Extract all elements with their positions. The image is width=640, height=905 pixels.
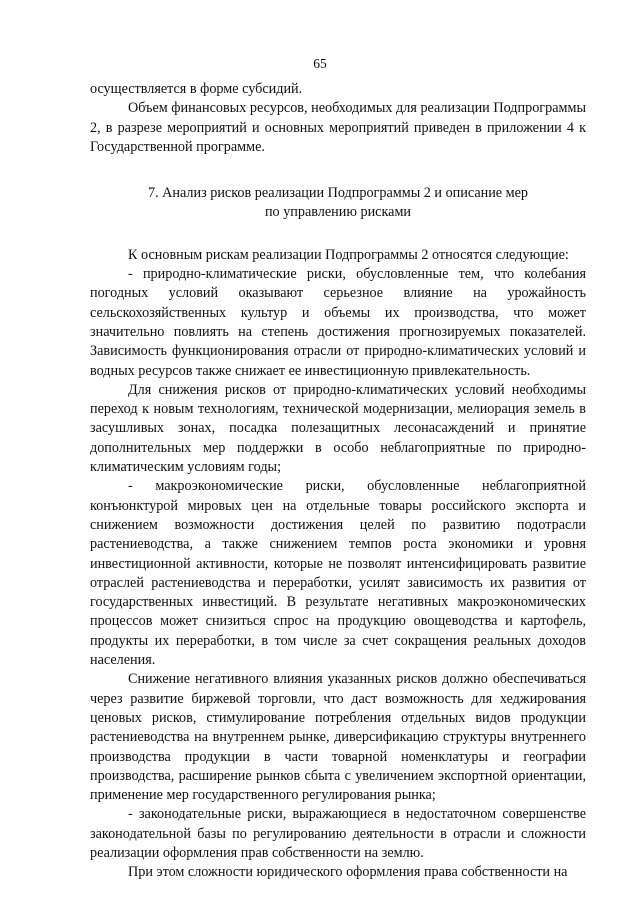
paragraph-legal-difficulties: При этом сложности юридического оформления права собственности на [128, 864, 568, 881]
section-heading [90, 184, 586, 223]
section-heading-line1: 7. Анализ рисков реализации Подпрограммы 2 и описание мер [147, 185, 529, 202]
paragraph-climate-risks: - природно-климатические риски, обусловленные тем, что колебания погодных условий оказывают серьезное влияние на урожайность сельскохозяйственных культур и объемы их производства, что может значительно повлиять на степень достижения прогнозируемых показателей. Зависимость функционирования отрасли от природно-климатических условий и водных ресурсов также снижает ее инвестиционную привлекательность. [90, 266, 586, 379]
section-heading-line2: по управлению рисками [264, 204, 412, 221]
paragraph-macroeconomic-risks: - макроэкономические риски, обусловленные неблагоприятной конъюнктурой мировых цен на отдельные товары российского экспорта и снижением возможности достижения целей по развитию подотрасли растениеводства, а также снижением темпов роста экономики и уровня инвестиционной активности, которые не позволят интенсифицировать развитие отраслей растениеводства и переработки, усилят зависимость их развития от государственных инвестиций. В результате негативных макроэкономических процессов может снизиться спрос на продукцию овощеводства и картофель, продукты их переработки, в том числе за счет сокращения реальных доходов населения. [90, 478, 586, 669]
paragraph-legislative-risks: - законодательные риски, выражающиеся в недостаточном совершенстве законодательной базы по регулированию деятельности в отрасли и сложности реализации оформления прав собственности на землю. [90, 806, 586, 861]
paragraph-climate-mitigation: Для снижения рисков от природно-климатических условий необходимы переход к новым технологиям, технической модернизации, мелиорация земель в засушливых зонах, посадка полезащитных лесонасаждений и принятие дополнительных мер поддержки в особо неблагоприятные по природно-климатическим условиям годы; [90, 381, 586, 476]
page-number: 65 [313, 56, 327, 71]
document-body [90, 80, 586, 883]
paragraph-subsidies: осуществляется в форме субсидий. [90, 81, 303, 97]
paragraph-main-risks: К основным рискам реализации Подпрограммы 2 относятся следующие: [128, 246, 569, 263]
paragraph-macro-mitigation: Снижение негативного влияния указанных рисков должно обеспечиваться через развитие биржевой торговли, что даст возможность для хеджирования ценовых рисков, стимулирование потребления отдельных видов продукции растениеводства на внутреннем рынке, диверсификацию структуры внутреннего производства продукции в части товарной номенклатуры и географии производства, расширение рынков сбыта с увеличением экспортной ориентации, применение мер государственного регулирования рынка; [90, 671, 586, 804]
paragraph-financial-resources: Объем финансовых ресурсов, необходимых для реализации Подпрограммы 2, в разрезе мероприятий и основных мероприятий приведен в приложении 4 к Государственной программе. [90, 100, 586, 155]
